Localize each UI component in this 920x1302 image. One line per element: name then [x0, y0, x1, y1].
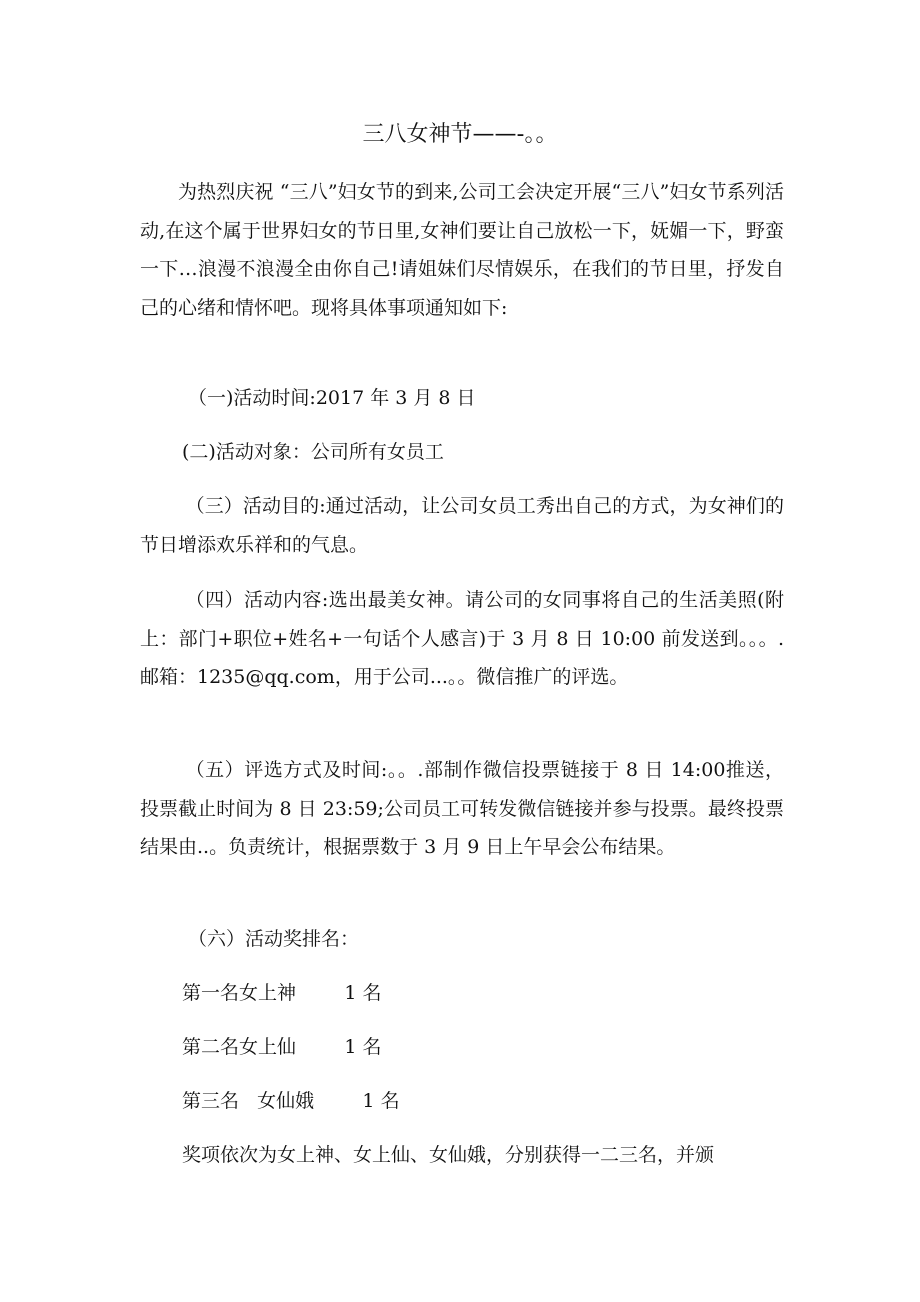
rank-second: 第二名女上仙 1 名: [182, 1036, 382, 1058]
item-activity-purpose: （三）活动目的:通过活动，让公司女员工秀出自己的方式，为女神们的节日增添欢乐祥和的气息。: [140, 495, 784, 556]
rank-first: 第一名女上神 1 名: [182, 982, 382, 1004]
rank-third: 第三名 女仙娥 1 名: [182, 1090, 400, 1112]
item-activity-target: (二)活动对象：公司所有女员工: [182, 441, 444, 463]
item-activity-time: （一)活动时间:2017 年 3 月 8 日: [188, 387, 476, 409]
item-activity-content: （四）活动内容:选出最美女神。请公司的女同事将自己的生活美照(附上：部门+职位+姓名+一句话个人感言)于 3 月 8 日 10:00 前发送到。。。.邮箱：1235@qq.com，用于公司...。。微信推广的评选。: [140, 589, 784, 688]
item-award-ranking: （六）活动奖排名：: [188, 928, 360, 950]
item-selection-method: （五）评选方式及时间:。。.部制作微信投票链接于 8 日 14:00推送，投票截止时间为 8 日 23:59;公司员工可转发微信链接并参与投票。最终投票结果由..。负责统计，根据票数于 3 月 9 日上午早会公布结果。: [140, 759, 784, 858]
closing-line: 奖项依次为女上神、女上仙、女仙娥，分别获得一二三名，并颁: [182, 1144, 715, 1166]
intro-paragraph: 为热烈庆祝 “三八”妇女节的到来,公司工会决定开展“三八”妇女节系列活动,在这个属于世界妇女的节日里,女神们要让自己放松一下，妩媚一下，野蛮一下…浪漫不浪漫全由你自己!请姐妹们尽情娱乐，在我们的节日里，抒发自己的心绪和情怀吧。现将具体事项通知如下:: [140, 181, 784, 319]
document-title: 三八女神节——-。。: [362, 122, 558, 147]
